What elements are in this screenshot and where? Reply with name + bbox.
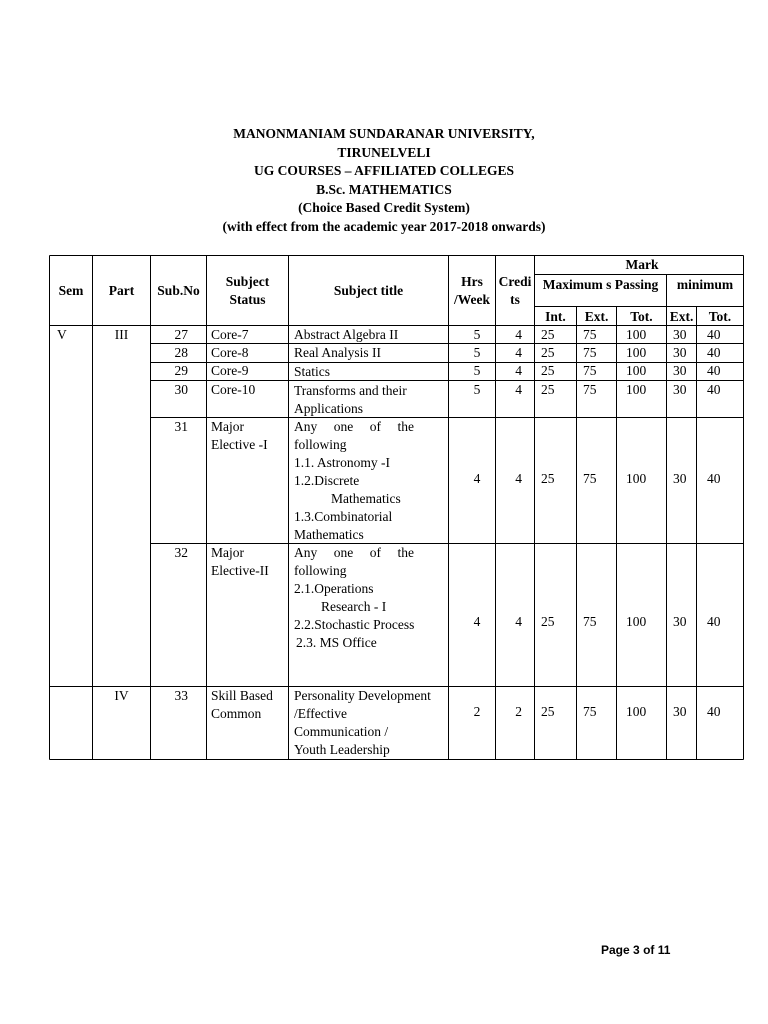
cell-passing-ext: 30 [673,471,687,486]
header-ext: Ext. [584,309,609,324]
cell-int: 25 [541,382,555,397]
cell-title-line: Applications [294,401,363,416]
cell-title [294,382,407,418]
program-name: B.Sc. MATHEMATICS [316,181,452,197]
credit-system: (Choice Based Credit System) [298,200,470,216]
header-tot: Tot. [630,309,653,324]
cell-sem: V [57,327,67,342]
cell-title-line: 1.1. Astronomy -I [294,455,390,470]
cell-ext: 75 [583,345,597,360]
cell-passing-tot: 40 [707,327,721,342]
cell-credits: 4 [515,614,522,629]
cell-title: Abstract Algebra II [294,327,399,342]
cell-status: Core-8 [211,345,249,360]
page-label: Page [601,943,630,957]
cell-status: Core-10 [211,382,256,397]
cell-int: 25 [541,614,555,629]
cell-int: 25 [541,327,555,342]
cell-subno: 33 [174,688,188,703]
header-hrs-line1: Hrs [461,274,483,289]
cell-int: 25 [541,363,555,378]
cell-title-line: following [294,563,347,578]
header-credits-line2: ts [510,292,520,307]
cell-subno: 29 [174,363,188,378]
cell-title-line: following [294,437,347,452]
cell-status-line: Major [211,419,244,434]
cell-title-line: Any one of the [294,545,414,560]
cell-title-line: 2.1.Operations [294,581,374,596]
cell-title-line: Mathematics [331,491,401,506]
cell-status [211,544,269,580]
cell-title: Real Analysis II [294,345,381,360]
cell-title-line: Personality Development [294,688,431,703]
cell-int: 25 [541,345,555,360]
cell-title-line: Communication / [294,724,389,739]
cell-passing-ext: 30 [673,327,687,342]
cell-int: 25 [541,471,555,486]
cell-status-line: Major [211,545,244,560]
cell-title-line: Any one of the [294,419,414,434]
cell-status: Core-7 [211,327,249,342]
cell-title [294,544,414,652]
cell-tot: 100 [626,704,647,719]
header-credits [496,273,534,309]
cell-passing-tot: 40 [707,704,721,719]
cell-title-line: /Effective [294,706,347,721]
header-status-line1: Subject [225,274,270,289]
cell-hrs: 5 [473,363,481,378]
cell-tot: 100 [626,614,647,629]
cell-hrs: 5 [473,327,481,342]
header-maximum-passing: Maximum s Passing [542,277,659,292]
cell-ext: 75 [583,363,597,378]
header-subno: Sub.No [157,283,200,298]
cell-passing-ext: 30 [673,345,687,360]
header-credits-line1: Credi [498,274,532,289]
cell-passing-ext: 30 [673,382,687,397]
cell-tot: 100 [626,363,647,378]
cell-passing-tot: 40 [707,614,721,629]
header-hrs-line2: /Week [454,292,490,307]
cell-ext: 75 [583,704,597,719]
cell-title-line: 2.2.Stochastic Process [294,617,415,632]
cell-status [211,418,268,454]
cell-status-line: Skill Based [211,688,273,703]
cell-hrs: 4 [473,614,481,629]
cell-subno: 31 [174,419,188,434]
cell-subno: 27 [174,327,188,342]
cell-credits: 4 [515,327,522,342]
cell-int: 25 [541,704,555,719]
course-category: UG COURSES – AFFILIATED COLLEGES [253,163,515,179]
effective-year: (with effect from the academic year 2017-2018 onwards) [222,218,546,234]
cell-credits: 4 [515,382,522,397]
cell-subno: 28 [174,345,188,360]
cell-title-line: 1.2.Discrete [294,473,360,488]
cell-title-line: 2.3. MS Office [296,635,377,650]
cell-passing-tot: 40 [707,345,721,360]
cell-passing-tot: 40 [707,471,721,486]
cell-subno: 30 [174,382,188,397]
cell-passing-tot: 40 [707,382,721,397]
cell-title-line: 1.3.Combinatorial [294,509,393,524]
cell-part: III [114,327,129,342]
university-location: TIRUNELVELI [337,144,431,160]
cell-tot: 100 [626,471,647,486]
university-name: MANONMANIAM SUNDARANAR UNIVERSITY, [233,126,535,141]
header-passing-tot: Tot. [708,309,732,324]
cell-ext: 75 [583,614,597,629]
cell-hrs: 5 [473,382,481,397]
cell-tot: 100 [626,327,647,342]
cell-hrs: 2 [473,704,481,719]
header-sem: Sem [58,283,84,298]
cell-tot: 100 [626,382,647,397]
header-minimum: minimum [676,277,734,292]
header-passing-ext: Ext. [669,309,694,324]
cell-passing-ext: 30 [673,363,687,378]
cell-tot: 100 [626,345,647,360]
cell-title: Statics [294,364,330,379]
cell-title-line: Youth Leadership [294,742,390,757]
page-number [601,943,670,957]
cell-title [294,687,431,759]
header-mark: Mark [625,257,659,272]
cell-status-line: Common [211,706,262,721]
cell-ext: 75 [583,327,597,342]
cell-status-line: Elective -I [211,437,268,452]
header-subject-status [207,273,288,309]
page-total: 11 [657,943,671,957]
page-current: 3 [633,943,640,957]
cell-ext: 75 [583,471,597,486]
cell-passing-ext: 30 [673,704,687,719]
cell-status-line: Elective-II [211,563,269,578]
cell-hrs: 5 [473,345,481,360]
cell-part: IV [114,688,129,703]
header-int: Int. [545,309,566,324]
cell-title [294,418,414,544]
cell-credits: 4 [515,363,522,378]
header-hrs-week [449,273,495,309]
cell-title-line: Research - I [321,599,387,614]
header-part: Part [108,283,135,298]
cell-credits: 4 [515,471,522,486]
cell-ext: 75 [583,382,597,397]
cell-title-line: Mathematics [294,527,364,542]
cell-title-line: Transforms and their [294,383,407,398]
cell-status: Core-9 [211,363,249,378]
cell-hrs: 4 [473,471,481,486]
cell-passing-ext: 30 [673,614,687,629]
cell-status [211,687,273,723]
header-status-line2: Status [229,292,266,307]
page-of: of [643,943,655,957]
cell-subno: 32 [174,545,188,560]
header-subject-title: Subject title [333,283,404,298]
cell-passing-tot: 40 [707,363,721,378]
cell-credits: 4 [515,345,522,360]
cell-credits: 2 [515,704,522,719]
